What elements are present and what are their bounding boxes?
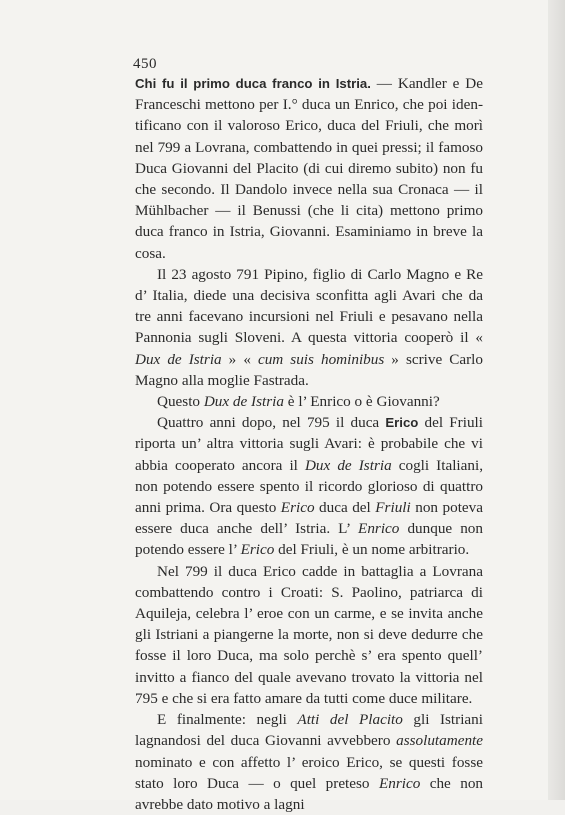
bold-heading-text: Erico [385,415,419,431]
paragraph [135,412,483,560]
bold-heading-text: Chi fu il primo duca franco in Istria. [135,76,371,91]
text-run: nominato e con affetto l’ eroico Erico, se questi fosse stato loro Duca — o quel preteso [135,753,483,792]
paragraph [135,73,483,264]
text-run: E finalmente: negli [157,711,298,729]
text-run: — Kandler e De Franceschi mettono per I.° duca un Enrico, che poi identificano con il valoroso Erico, duca del Friuli, che morì nel 799 a Lovrana, combattendo in quei pressi; il famoso Duca Giovanni del Placito (di cui diremo subito) non fu che secondo. Il Dandolo invece nella sua Cronaca — il Mühlbacher — il Benussi (che li cita) mettono primo duca franco in Istria, Giovanni. Esaminiamo in breve la cosa. [135,75,483,262]
text-run: » « [221,350,258,368]
italic-text: Atti del Placito [297,711,403,729]
text-run: del Friuli riporta un’ altra vittoria sugli Avari: è probabile che vi abbia cooperato ancora il [135,414,483,474]
text-run: Questo [157,393,204,411]
text-run: che non avrebbe dato motivo a lagni [135,774,484,813]
text-run: cogli Italiani, non potendo essere spento il ricordo glorioso di quattro anni prima. Ora questo [135,456,483,517]
text-run: Il 23 agosto 791 Pipino, figlio di Carlo Magno e Re d’ Italia, diede una decisiva sconfitta agli Avari che da tre anni facevano incursioni nel Friuli e pesavano nella Pannonia sugli Sloveni. A questa vittoria cooperò il « [135,265,483,347]
text-run: è l’ Enrico o è Giovanni? [283,393,440,411]
text-run: duca del [314,499,376,517]
paragraph [135,709,483,815]
italic-text: Dux de Istria [304,456,392,474]
text-run: non poteva essere duca anche dell’ Istria. L’ [135,499,483,538]
paragraph [135,264,483,391]
italic-text: Enrico [378,774,421,792]
text-run: dunque non potendo essere l’ [135,520,483,559]
text-run: gli Istriani lagnandosi del duca Giovanni avvebbero [135,711,483,750]
italic-text: Dux de Istria [135,350,222,368]
text-run: Quattro anni dopo, nel 795 il duca [157,414,386,432]
text-run: Nel 799 il duca Erico cadde in battaglia a Lovrana combattendo contro i Croati: S. Paolino, patriarca di Aquileja, celebra l’ eroe con un carme, e se invita anche gli Istriani a piangerne la morte, non si deve dedurre che fosse il loro Duca, ma solo perchè s’ era spento quell’ invitto a fianco del quale avevano trovato la vittoria nel 795 e che si era fatto amare da tutti come duce militare. [135,562,483,707]
page-number: 450 [133,56,157,72]
body-text [135,73,483,815]
italic-text: Erico [240,541,275,559]
italic-text: cum suis hominibus [257,350,385,368]
text-run: del Friuli, è un nome arbitrario. [274,541,470,559]
italic-text: assolutamente [396,732,483,750]
text-run: » scrive Carlo Magno alla moglie Fastrada. [135,350,483,389]
paragraph [135,561,483,709]
italic-text: Friuli [375,499,411,517]
italic-text: Erico [280,499,315,517]
italic-text: Dux de Istria [203,393,284,411]
paragraph [135,391,483,412]
italic-text: Enrico [358,520,400,538]
book-spine-edge [548,0,565,800]
